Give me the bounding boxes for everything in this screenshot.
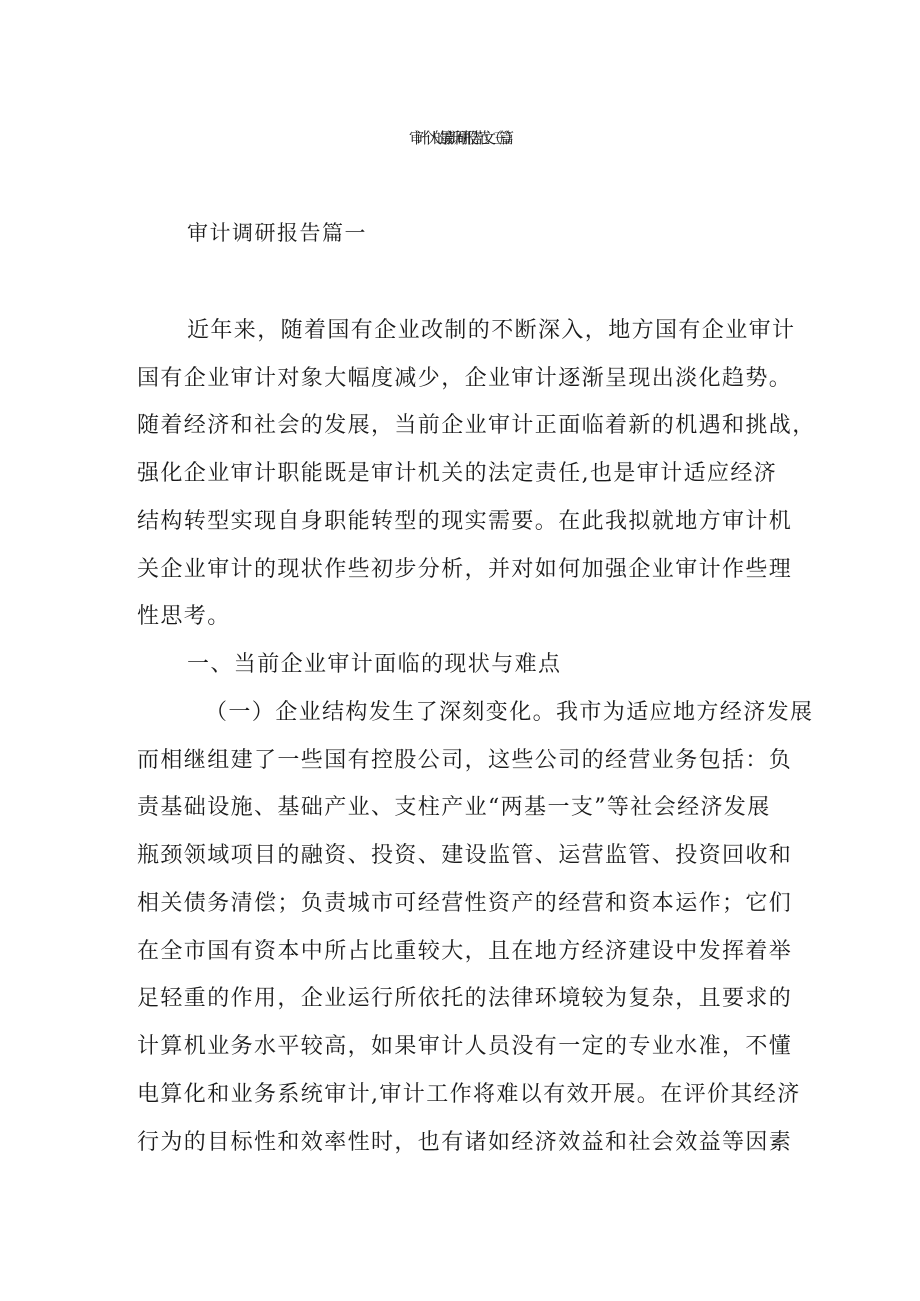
- paragraph-line: 计算机业务水平较高，如果审计人员没有一定的专业水准，不懂: [137, 1034, 793, 1059]
- paragraph-line: 近年来，随着国有企业改制的不断深入，地方国有企业审计: [187, 318, 796, 343]
- subsection-heading: 一、当前企业审计面临的现状与难点: [187, 652, 562, 677]
- paragraph-line: 而相继组建了一些国有控股公司，这些公司的经营业务包括：负: [137, 748, 793, 773]
- paragraph-line: 电算化和业务系统审计,审计工作将难以有效开展。在评价其经济: [137, 1082, 801, 1107]
- paragraph-line: 国有企业审计对象大幅度减少，企业审计逐渐呈现出淡化趋势。: [137, 366, 793, 391]
- section-heading: 审计调研报告篇一: [187, 221, 367, 245]
- paragraph-line: （一）企业结构发生了深刻变化。我市为适应地方经济发展: [205, 700, 814, 725]
- paragraph-line: 行为的目标性和效率性时，也有诸如经济效益和社会效益等因素: [137, 1130, 793, 1155]
- paragraph-line: 结构转型实现自身职能转型的现实需要。在此我拟就地方审计机: [137, 509, 793, 534]
- paragraph-line: 随着经济和社会的发展，当前企业审计正面临着新的机遇和挑战，: [137, 413, 816, 438]
- paragraph-line: 强化企业审计职能既是审计机关的法定责任,也是审计适应经济: [137, 461, 778, 486]
- paragraph-line: 相关债务清偿；负责城市可经营性资产的经营和资本运作；它们: [137, 891, 793, 916]
- paragraph-line: 关企业审计的现状作些初步分析，并对如何加强企业审计作些理: [137, 557, 793, 582]
- paragraph-line: 性思考。: [137, 604, 231, 629]
- paragraph-line: 在全市国有资本中所占比重较大，且在地方经济建设中发挥着举: [137, 939, 793, 964]
- paragraph-line: 瓶颈领域项目的融资、投资、建设监管、运营监管、投资回收和: [137, 843, 793, 868]
- paragraph-line: 足轻重的作用，企业运行所依托的法律环境较为复杂，且要求的: [137, 986, 793, 1011]
- document-title: 审计个人的最新调研报告范文（三篇）: [408, 129, 511, 147]
- paragraph-line: 责基础设施、基础产业、支柱产业“两基一支”等社会经济发展: [137, 795, 771, 820]
